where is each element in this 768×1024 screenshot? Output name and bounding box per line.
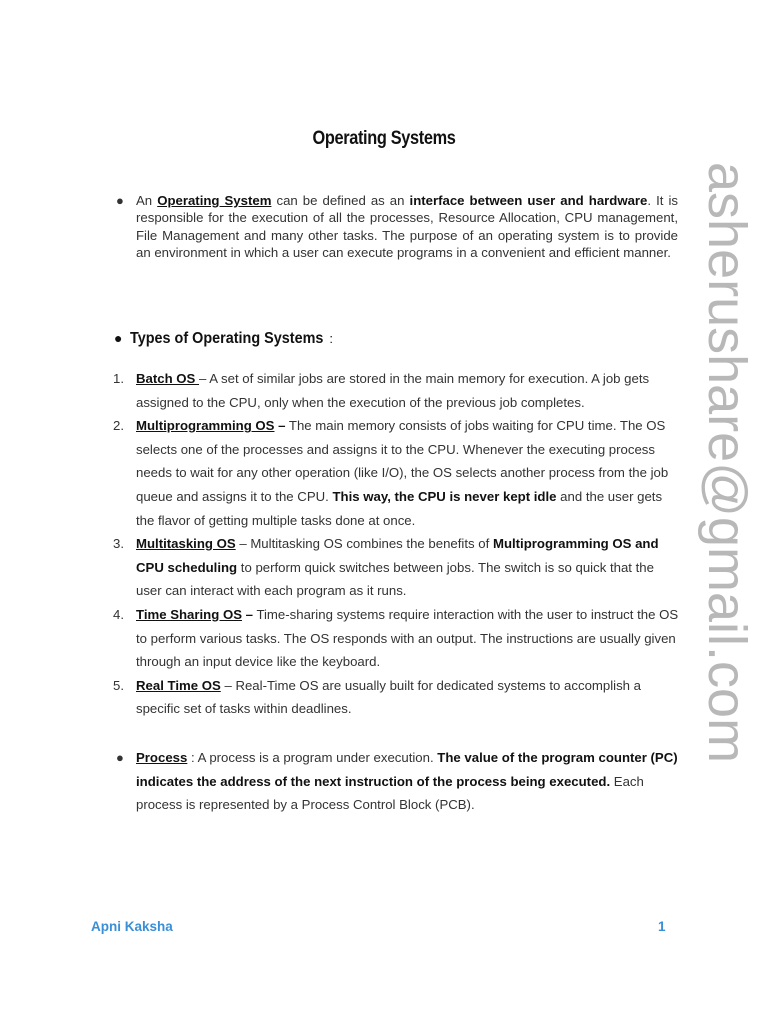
email-watermark: asherushare@gmail.com [697,162,757,764]
desc-multiprogramming-os: The main memory consists of jobs waiting for CPU time. The OS selects one of the processes and assigns it to the CPU. Whenever the executing process needs to wait for any other operation (like I/O), the OS selects another process from the job queue and assigns it to the CPU. [136,418,669,504]
desc-batch-os: – A set of similar jobs are stored in the main memory for execution. A job gets assigned to the CPU, only when the execution of the previous job completes. [136,371,650,410]
term-process: Process [136,750,188,765]
list-number: 5. [113,677,124,693]
bullet-icon: ● [114,330,123,346]
term-multiprogramming-os: Multiprogramming OS [136,418,275,434]
desc-multitasking-os: – Multitasking OS combines the benefits of [235,536,493,552]
desc-multiprogramming-os-end: and the user gets the flavor of getting multiple tasks done at once. [136,488,663,528]
bold-cpu-idle: This way, the CPU is never kept idle [332,488,557,504]
term-time-sharing-os: Time Sharing OS [136,606,243,622]
desc-time-sharing-os: Time-sharing systems require interaction with the user to instruct the OS to perform various tasks. The OS responds with an output. The instructions are usually given through an input device like the keyboard. [136,606,679,670]
term-dash: – [274,418,286,434]
os-types-list [113,367,679,721]
process-bold: The value of the program counter (PC) indicates the address of the next instruction of the process being executed. [136,750,678,789]
footer-brand: Apni Kaksha [91,919,173,934]
term-multitasking-os: Multitasking OS [136,536,236,552]
term-real-time-os: Real Time OS [136,677,221,693]
types-heading-label: Types of Operating Systems [130,330,324,347]
process-paragraph [116,746,678,817]
intro-pre: An [136,193,158,208]
intro-term-link: Operating System [157,193,272,208]
term-batch-os: Batch OS [136,371,200,386]
types-heading-colon: : [329,331,333,346]
desc-multitasking-os-end: to perform quick switches between jobs. The switch is so quick that the user can interact with each program as it runs. [136,559,654,599]
bold-multiprogramming-cpu: Multiprogramming OS and CPU scheduling [136,536,659,575]
intro-paragraph [116,192,678,262]
term-dash: – [242,606,254,622]
intro-bold: interface between user and hardware [409,193,648,208]
list-item-batch-os [113,367,679,414]
intro-rest: . It is responsible for the execution of all the processes, Resource Allocation, CPU management, File Management and many other tasks. The purpose of an operating system is to provide an environment in which a user can execute programs in a convenient and efficient manner. [136,193,679,261]
types-heading [114,330,333,348]
bullet-icon: ● [116,193,124,208]
list-item-real-time-os [113,674,679,721]
list-number: 4. [113,606,124,622]
process-desc: : A process is a program under execution. [187,750,438,765]
list-item-time-sharing-os [113,603,679,674]
list-number: 1. [113,371,124,386]
list-item-multitasking-os [113,532,679,603]
list-number: 3. [113,536,124,552]
bullet-icon: ● [116,750,124,765]
intro-mid: can be defined as an [271,193,410,208]
desc-real-time-os: – Real-Time OS are usually built for dedicated systems to accomplish a specific set of tasks within deadlines. [136,677,642,717]
process-desc-end: Each process is represented by a Process Control Block (PCB). [136,773,644,813]
list-item-multiprogramming-os [113,414,679,532]
page-title: Operating Systems [312,128,456,149]
list-number: 2. [113,418,124,434]
page-number: 1 [658,919,666,934]
